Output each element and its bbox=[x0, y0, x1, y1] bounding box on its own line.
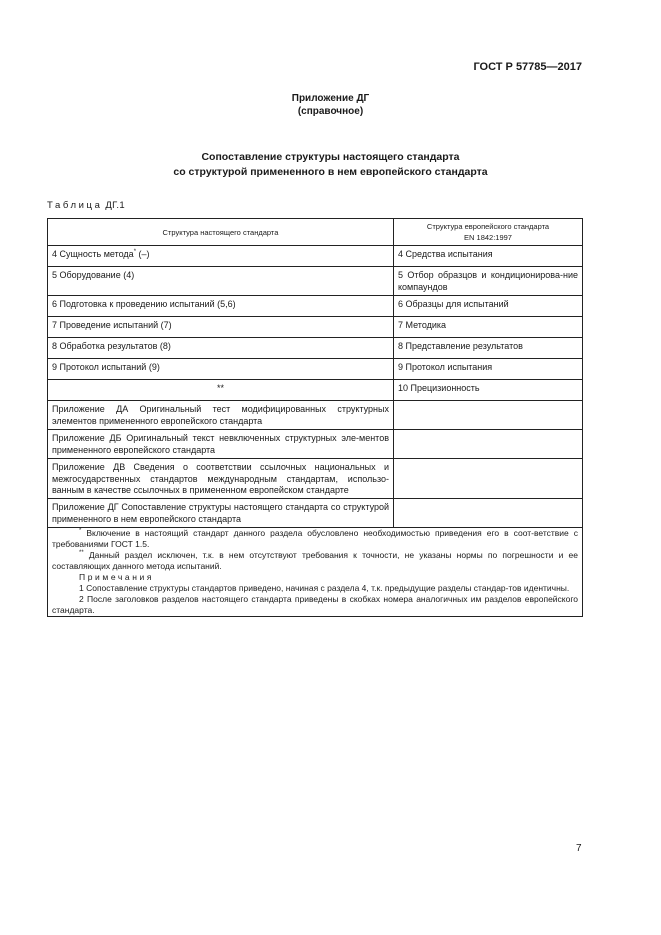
table-row bbox=[48, 430, 583, 459]
table-row bbox=[48, 401, 583, 430]
european-section-cell: 6 Образцы для испытаний bbox=[394, 296, 583, 317]
national-section-cell bbox=[48, 246, 394, 267]
note-1: 1 Сопоставление структуры стандартов приведено, начиная с раздела 4, т.к. предыдущие разделы стандар-тов идентичны. bbox=[79, 583, 570, 593]
national-section-cell: Приложение ДБ Оригинальный текст невключенных структурных эле-ментов примененного европейского стандарта bbox=[48, 430, 394, 459]
national-section-cell: Приложение ДГ Сопоставление структуры настоящего стандарта со структурой примененного в нем европейского стандарта bbox=[48, 499, 394, 528]
page-number: 7 bbox=[576, 843, 582, 854]
notes-title bbox=[52, 572, 578, 583]
table-row bbox=[48, 359, 583, 380]
column-header-european bbox=[394, 219, 583, 246]
table-caption-word: Таблица bbox=[47, 200, 103, 211]
table-row bbox=[48, 317, 583, 338]
european-section-cell: 7 Методика bbox=[394, 317, 583, 338]
annex-heading bbox=[0, 92, 661, 118]
cell-text-tail: (–) bbox=[136, 249, 150, 259]
section-title-line-2: со структурой примененного в нем европейского стандарта bbox=[173, 166, 488, 178]
footnotes-cell bbox=[48, 528, 583, 617]
european-section-cell bbox=[394, 499, 583, 528]
european-section-cell: 4 Средства испытания bbox=[394, 246, 583, 267]
european-section-cell bbox=[394, 430, 583, 459]
national-section-cell: 7 Проведение испытаний (7) bbox=[48, 317, 394, 338]
column-header-european-line-2: EN 1842:1997 bbox=[464, 233, 512, 242]
footnote-2-text: Данный раздел исключен, т.к. в нем отсутствуют требования к точности, не указаны нормы по погрешности и ее составляющих данного метода испытаний. bbox=[52, 550, 578, 571]
section-title-line-1: Сопоставление структуры настоящего стандарта bbox=[201, 151, 460, 163]
table-caption bbox=[47, 200, 125, 211]
national-section-cell: 6 Подготовка к проведению испытаний (5,6) bbox=[48, 296, 394, 317]
footnote-1-mark: * bbox=[79, 528, 82, 535]
annex-title: Приложение ДГ bbox=[291, 93, 370, 104]
european-section-cell: 5 Отбор образцов и кондиционирова-ние компаундов bbox=[394, 267, 583, 296]
table-row bbox=[48, 499, 583, 528]
table-row bbox=[48, 296, 583, 317]
table-row bbox=[48, 459, 583, 499]
structure-comparison-table bbox=[47, 218, 583, 617]
column-header-european-line-1: Структура европейского стандарта bbox=[426, 222, 550, 231]
national-section-cell: 8 Обработка результатов (8) bbox=[48, 338, 394, 359]
national-section-cell: Приложение ДВ Сведения о соответствии ссылочных национальных и межгосударственных стандартов международным стандартам, использо-ванным в качестве ссылочных в примененном европейском стандарте bbox=[48, 459, 394, 499]
national-section-cell: 5 Оборудование (4) bbox=[48, 267, 394, 296]
european-section-cell bbox=[394, 401, 583, 430]
footnote-1-text: Включение в настоящий стандарт данного раздела обусловлено необходимостью приведения его в соот-ветствие с требованиями ГОСТ 1.5. bbox=[52, 528, 578, 549]
national-section-cell: 9 Протокол испытаний (9) bbox=[48, 359, 394, 380]
footnote-2-mark: ** bbox=[79, 550, 84, 557]
annex-subtitle: (справочное) bbox=[297, 106, 364, 117]
document-code: ГОСТ Р 57785—2017 bbox=[473, 61, 582, 73]
table-header-row bbox=[48, 219, 583, 246]
table-caption-number: ДГ.1 bbox=[105, 200, 125, 211]
footnote-1 bbox=[52, 528, 578, 550]
table-row bbox=[48, 267, 583, 296]
notes-title-text: Примечания bbox=[79, 572, 155, 582]
national-section-cell: ** bbox=[48, 380, 394, 401]
table-row bbox=[48, 380, 583, 401]
european-section-cell: 10 Прецизионность bbox=[394, 380, 583, 401]
table-row bbox=[48, 338, 583, 359]
european-section-cell: 9 Протокол испытания bbox=[394, 359, 583, 380]
section-title bbox=[0, 150, 661, 180]
european-section-cell bbox=[394, 459, 583, 499]
european-section-cell: 8 Представление результатов bbox=[394, 338, 583, 359]
table-row bbox=[48, 246, 583, 267]
table-notes-row bbox=[48, 528, 583, 617]
national-section-cell: Приложение ДА Оригинальный тест модифицированных структурных элементов примененного европейского стандарта bbox=[48, 401, 394, 430]
footnote-2 bbox=[52, 550, 578, 572]
column-header-national: Структура настоящего стандарта bbox=[48, 219, 394, 246]
cell-text: 4 Сущность метода bbox=[52, 249, 134, 259]
note-2: 2 После заголовков разделов настоящего стандарта приведены в скобках номера аналогичных им разделов европейского стандарта. bbox=[52, 594, 578, 615]
footnote-mark: * bbox=[133, 249, 137, 255]
